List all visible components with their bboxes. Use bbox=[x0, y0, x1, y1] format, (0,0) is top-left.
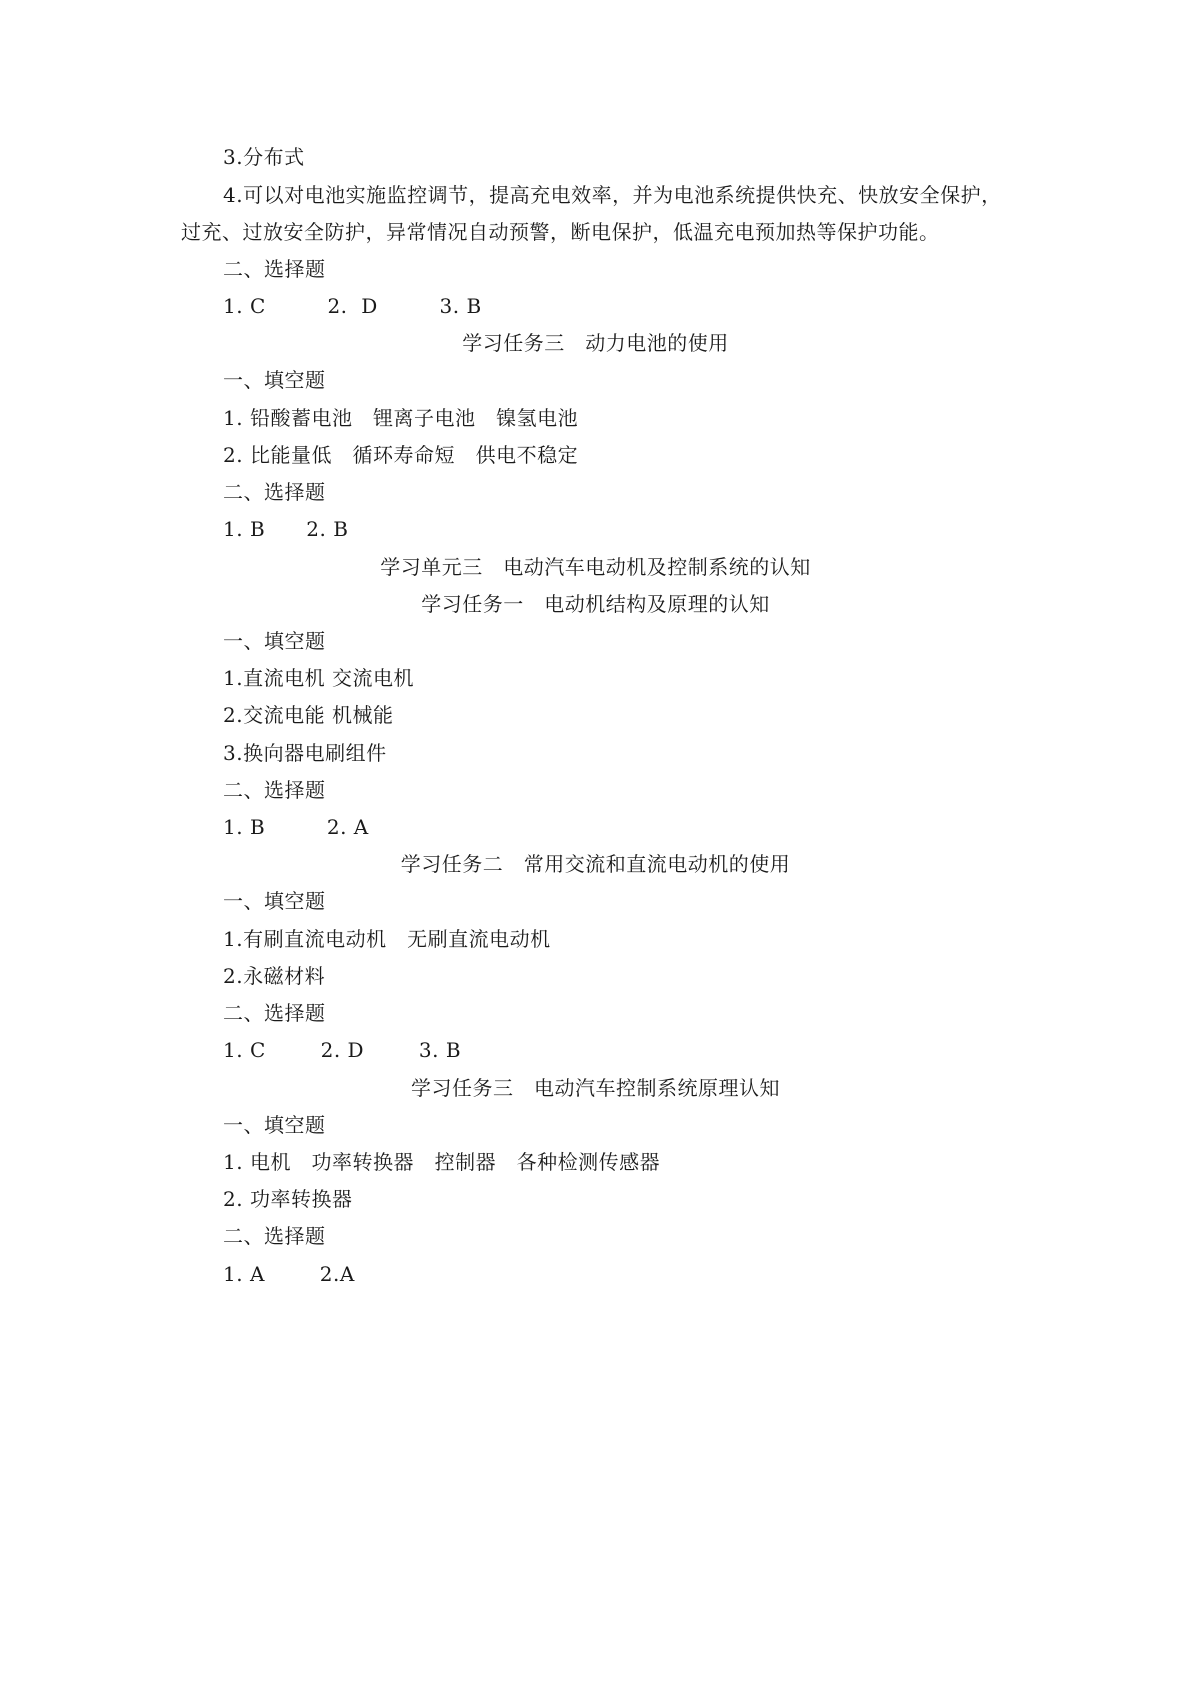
task-heading: 学习任务三 电动汽车控制系统原理认知 bbox=[410, 1076, 781, 1100]
choice-answers: 1. A 2.A bbox=[223, 1262, 355, 1286]
task-heading: 学习任务二 常用交流和直流电动机的使用 bbox=[400, 852, 791, 876]
answer-line: 2.永磁材料 bbox=[223, 964, 326, 988]
choice-answers: 1. B 2. A bbox=[223, 815, 369, 839]
answer-line: 1. 铅酸蓄电池 锂离子电池 镍氢电池 bbox=[223, 406, 579, 430]
section-heading-choice: 二、选择题 bbox=[223, 257, 326, 281]
section-heading-fill: 一、填空题 bbox=[223, 368, 326, 392]
section-heading-choice: 二、选择题 bbox=[223, 778, 326, 802]
task-heading: 学习任务三 动力电池的使用 bbox=[462, 331, 729, 355]
task-heading: 学习任务一 电动机结构及原理的认知 bbox=[421, 592, 770, 616]
section-heading-choice: 二、选择题 bbox=[223, 1224, 326, 1248]
section-heading-choice: 二、选择题 bbox=[223, 1001, 326, 1025]
section-heading-fill: 一、填空题 bbox=[223, 889, 326, 913]
answer-line: 3.换向器电刷组件 bbox=[223, 741, 387, 765]
answer-line: 1.直流电机 交流电机 bbox=[223, 666, 414, 690]
answer-line: 3.分布式 bbox=[223, 145, 305, 169]
section-heading-choice: 二、选择题 bbox=[223, 480, 326, 504]
answer-line: 2.交流电能 机械能 bbox=[223, 703, 394, 727]
answer-line: 1. 电机 功率转换器 控制器 各种检测传感器 bbox=[223, 1150, 661, 1174]
answer-line: 2. 功率转换器 bbox=[223, 1187, 353, 1211]
answer-line: 2. 比能量低 循环寿命短 供电不稳定 bbox=[223, 443, 579, 467]
choice-answers: 1. B 2. B bbox=[223, 517, 349, 541]
unit-heading: 学习单元三 电动汽车电动机及控制系统的认知 bbox=[380, 555, 811, 579]
choice-answers: 1. C 2. D 3. B bbox=[223, 294, 482, 318]
choice-answers: 1. C 2. D 3. B bbox=[223, 1038, 462, 1062]
section-heading-fill: 一、填空题 bbox=[223, 1113, 326, 1137]
answer-line: 1.有刷直流电动机 无刷直流电动机 bbox=[223, 927, 551, 951]
section-heading-fill: 一、填空题 bbox=[223, 629, 326, 653]
answer-line: 4.可以对电池实施监控调节，提高充电效率，并为电池系统提供快充、快放安全保护， bbox=[223, 183, 1002, 207]
answer-line-continued: 过充、过放安全防护，异常情况自动预警，断电保护，低温充电预加热等保护功能。 bbox=[181, 220, 940, 244]
